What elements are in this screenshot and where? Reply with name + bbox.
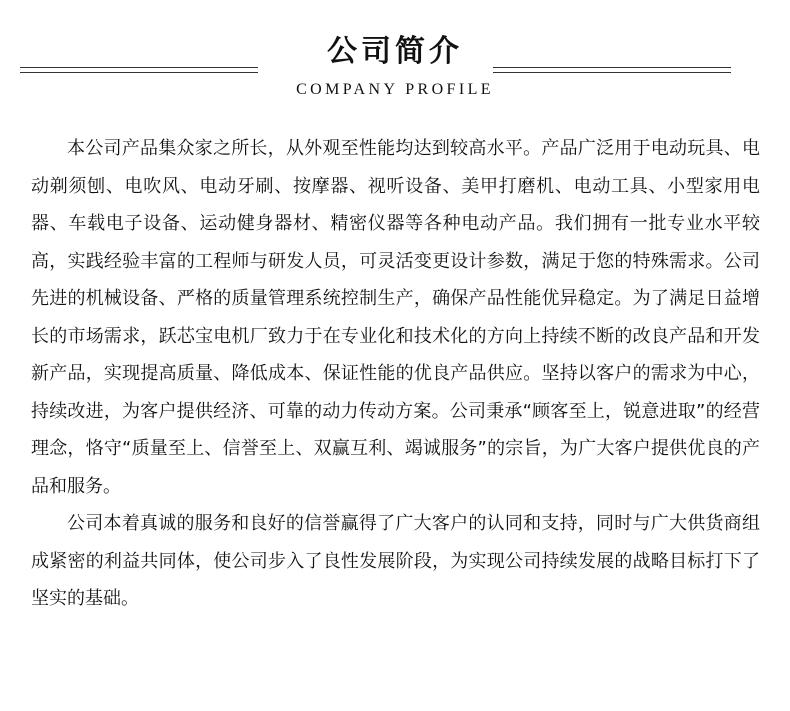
left-double-rule-bottom — [20, 72, 258, 73]
page-header — [0, 0, 790, 110]
page-subtitle: COMPANY PROFILE — [296, 81, 494, 98]
company-profile-body — [31, 130, 760, 618]
body-paragraph-1: 本公司产品集众家之所长，从外观至性能均达到较高水平。产品广泛用于电动玩具、电动剃须刨、电吹风、电动牙刷、按摩器、视听设备、美甲打磨机、电动工具、小型家用电器、车载电子设备、运动健身器材、精密仪器等各种电动产品。我们拥有一批专业水平较高，实践经验丰富的工程师与研发人员，可灵活变更设计参数，满足于您的特殊需求。公司先进的机械设备、严格的质量管理系统控制生产，确保产品性能优异稳定。为了满足日益增长的市场需求，跃芯宝电机厂致力于在专业化和技术化的方向上持续不断的改良产品和开发新产品，实现提高质量、降低成本、保证性能的优良产品供应。坚持以客户的需求为中心，持续改进，为客户提供经济、可靠的动力传动方案。公司秉承“顾客至上，锐意进取”的经营理念，恪守“质量至上、信誉至上、双赢互利、竭诚服务”的宗旨，为广大客户提供优良的产品和服务。 — [31, 138, 760, 497]
right-double-rule-top — [493, 67, 731, 68]
right-double-rule-bottom — [493, 72, 731, 73]
page-title: 公司简介 — [327, 34, 463, 69]
body-paragraph-2: 公司本着真诚的服务和良好的信誉赢得了广大客户的认同和支持，同时与广大供货商组成紧密的利益共同体，使公司步入了良性发展阶段，为实现公司持续发展的战略目标打下了坚实的基础。 — [31, 513, 760, 609]
